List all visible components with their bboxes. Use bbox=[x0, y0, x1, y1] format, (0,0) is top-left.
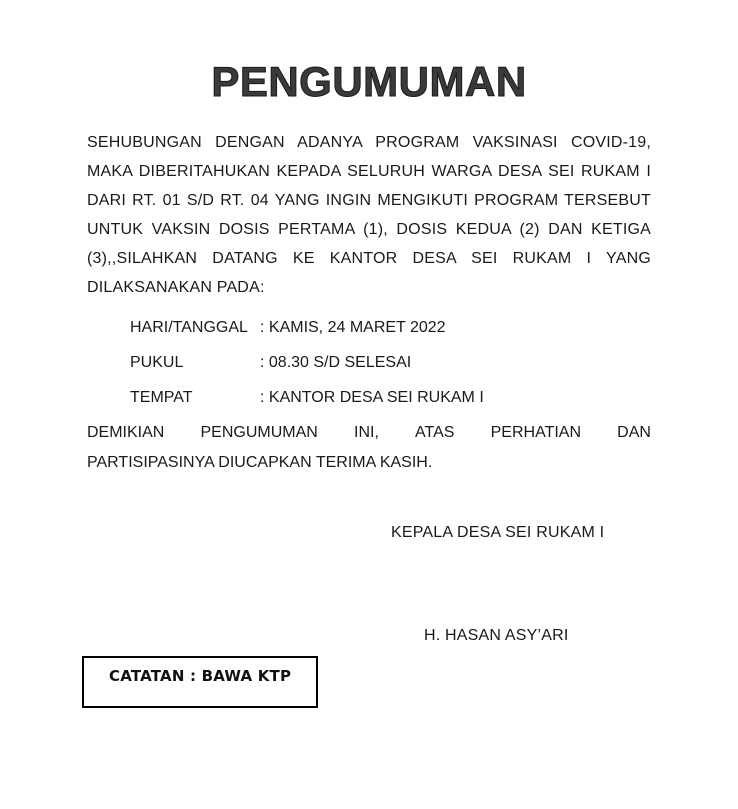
closing-line: PARTISIPASINYA DIUCAPKAN TERIMA KASIH. bbox=[87, 454, 433, 471]
closing-paragraph bbox=[87, 418, 651, 478]
closing-word: INI, bbox=[354, 424, 379, 441]
detail-row-time bbox=[130, 349, 484, 384]
detail-label: HARI/TANGGAL bbox=[130, 319, 248, 336]
closing-word: PENGUMUMAN bbox=[200, 424, 318, 441]
signature-name: H. HASAN ASY’ARI bbox=[424, 627, 569, 644]
detail-value: : 08.30 S/D SELESAI bbox=[260, 354, 412, 371]
closing-word: DEMIKIAN bbox=[87, 424, 165, 441]
detail-label: TEMPAT bbox=[130, 389, 193, 406]
event-details bbox=[130, 314, 484, 419]
detail-value: : KANTOR DESA SEI RUKAM I bbox=[260, 389, 484, 406]
detail-row-place bbox=[130, 384, 484, 419]
closing-line bbox=[87, 418, 651, 448]
page-title: PENGUMUMAN bbox=[211, 58, 527, 105]
detail-value: : KAMIS, 24 MARET 2022 bbox=[260, 319, 446, 336]
closing-word: PERHATIAN bbox=[490, 424, 582, 441]
signature-title: KEPALA DESA SEI RUKAM I bbox=[391, 524, 605, 541]
detail-label: PUKUL bbox=[130, 354, 184, 371]
detail-row-date bbox=[130, 314, 484, 349]
note-box bbox=[82, 656, 318, 708]
closing-word: ATAS bbox=[415, 424, 455, 441]
closing-word: DAN bbox=[617, 424, 651, 441]
note-text: CATATAN : BAWA KTP bbox=[109, 667, 292, 685]
announcement-body: SEHUBUNGAN DENGAN ADANYA PROGRAM VAKSINASI COVID-19, MAKA DIBERITAHUKAN KEPADA SELURUH WARGA DESA SEI RUKAM I DARI RT. 01 S/D RT. 04 YANG INGIN MENGIKUTI PROGRAM TERSEBUT UNTUK VAKSIN DOSIS PERTAMA (1), DOSIS KEDUA (2) DAN KETIGA (3),,SILAHKAN DATANG KE KANTOR DESA SEI RUKAM I YANG DILAKSANAKAN PADA: bbox=[87, 134, 651, 296]
